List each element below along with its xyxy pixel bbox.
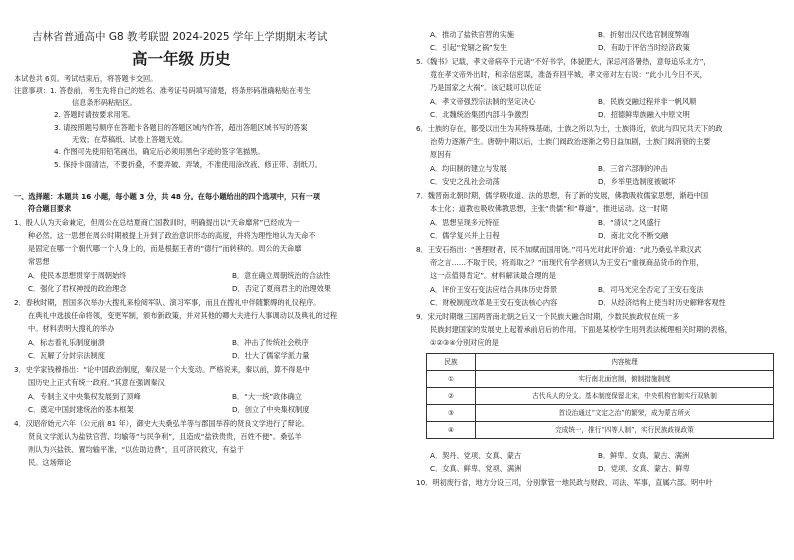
question-2-text: 在典礼中选拔任命将领，变更军制，颁布新政策，并对其他的卿大夫进行人事调动以及典礼的过程 [28, 311, 338, 320]
q1-option-d: D．否定了夏商君主的治理效果 [232, 284, 331, 293]
q2-option-c: C．瓦解了分封宗法制度 [28, 351, 105, 360]
section-heading-cont: 符合题目要求 [28, 204, 72, 213]
table-row [427, 405, 774, 422]
q9-option-c: C．女真、鲜卑、党项、满洲 [430, 464, 522, 473]
note-line: 无效；在草稿纸、试卷上答题无效。 [72, 135, 188, 144]
q7-option-d: D．南北文化不断交融 [598, 231, 669, 240]
q4-option-a: A．推动了盐铁官营的实施 [430, 30, 514, 39]
table-row [427, 388, 774, 405]
table-cell: ② [427, 388, 476, 405]
exam-title: 吉林省普通高中 G8 教考联盟 2024-2025 学年上学期期末考试 [32, 31, 328, 43]
table-row [427, 371, 774, 388]
q2-option-a: A．标志着礼乐制度崩溃 [28, 338, 105, 347]
q4-option-b: B．折射出汉代选官制度弊端 [598, 30, 690, 39]
question-9-text: 9．宋元时期继三国两晋南北朝之后又一个民族大融合时期，少数民族政权在统一多 [416, 312, 680, 321]
question-6-text: 6．士族的存在，都受以出生为其特殊基础，士族之所以为士，士族得近，依此与四兄共天下的政 [416, 124, 723, 133]
note-line: 5. 保持卡面清洁，不要折叠，不要弄破、弄皱，不准使用涂改液、修正带、刮纸刀。 [54, 160, 322, 169]
subject-title: 高一年级 历史 [132, 49, 231, 68]
q1-option-b: B．意在确立周朝统治的合法性 [232, 271, 331, 280]
question-4-text: 则认为兴盐铁、置均输平准，“以佐助边费”，且可济民救灾，有益于 [28, 445, 244, 454]
q5-option-d: D．招德鲜卑族融入中原文明 [598, 110, 690, 119]
q6-option-b: B．三省六部制的冲击 [598, 164, 668, 173]
table-cell: ③ [427, 405, 476, 422]
note-line: 3. 请按照题号顺序在答题卡各题目的答题区域内作答，超出答题区域书写的答案 [54, 123, 308, 132]
question-6-text: 治势力逐渐产生。唐朝中期以后，士族门阀政治逐渐之势日益加剧，士族门阀消衰的主要 [430, 137, 711, 146]
q3-option-d: D．创立了中央集权制度 [232, 405, 310, 414]
table-cell: 首设治通过“文定之治”的繁荣，成为蒙古所灭 [476, 405, 774, 422]
notes-title: 注意事项：1. 答卷前，考生先将自己的姓名、准考证号码填写清楚，将条形码准确粘贴在考生 [14, 86, 311, 95]
q8-option-a: A．评价王安石变法应结合具体历史背景 [430, 285, 558, 294]
question-7-text: 7．魏晋南北朝时期，儒学吸收道、法的思想，有了新的发展，佛教吸收儒家思想，渐趋中国 [416, 191, 709, 200]
q5-option-a: A．孝文帝强烈宗法制的坚定决心 [430, 97, 536, 106]
question-1-text: 1、殷人认为天命兼定，但周公在总结夏商亡国教训时，明确提出以“天命靡常”已经成为一 [14, 218, 300, 227]
q8-option-d: D．从经济结构上使当时历史解释客观性 [598, 298, 726, 307]
q5-option-b: B．民族交融过程并非一帆风顺 [598, 97, 697, 106]
question-1-text: 是固定在哪一个朝代哪一个人身上的，而是根据王者的“德行”而转移的。周公的天命靡 [28, 244, 302, 253]
q1-option-c: C．强化了君权神授的政治理念 [28, 284, 127, 293]
table-cell: ① [427, 371, 476, 388]
q9-option-a: A．契丹、党项、女真、蒙古 [430, 451, 522, 460]
q3-option-a: A．专制主义中央集权发展到了顶峰 [28, 392, 141, 401]
question-3-text: 3．史学家钱穆指出：“论中国政治制度，秦汉是一个大变动。严格说来，秦以前，算不得是中 [14, 365, 310, 374]
question-3-text: 国历史上正式有统一政府。”其意在强调秦汉 [28, 378, 165, 387]
question-9-text: ①②③④分别对应的是 [430, 338, 499, 347]
table-header-cell: 内容梳理 [476, 354, 774, 371]
intro-pages: 本试卷共 6页。考试结束后，将答题卡交回。 [14, 74, 158, 83]
table-header-row [427, 354, 774, 371]
q1-option-a: A．使民本思想贯穿于周朝始终 [28, 271, 127, 280]
q2-option-d: D．壮大了儒家学派力量 [232, 351, 310, 360]
table-row [427, 422, 774, 439]
question-5-text: 竟在孝文帝外出时，和亲信密谋，准备弃回平城，孝文帝对左右说：“此小儿今日不灭， [430, 70, 707, 79]
question-2-text: 中。材料表明大搜礼的举办 [28, 324, 115, 333]
question-1-text: 种必然。这一思想在周公时期被提上升到了政治意识形态的高度，并将为理性地认为天命不 [28, 231, 316, 240]
q3-option-b: B．“大一统”政体确立 [232, 392, 302, 401]
question-5-text: 乃是国家之大祸”。该记载可以佐证 [430, 83, 542, 92]
q6-option-d: D．乡举里选制度被破坏 [598, 177, 676, 186]
question-9-text: 民族封建国家的发展史上起着承前启后的作用。下面是某校学生用列表法梳理相关时期的表格， [430, 325, 732, 334]
note-line: 信息条形码粘贴区。 [72, 98, 137, 107]
question-1-text: 常思想 [28, 257, 50, 266]
q2-option-b: B．冲击了传统社会秩序 [232, 338, 309, 347]
question-2-text: 2．春秋时期，晋国多次举办大搜礼来检阅军队、演习军事，而且在搜礼中伴随繁缛的礼仪程序。 [14, 298, 321, 307]
question-8-text: 8．王安石指出：“善理财者，民不加赋而国用饶。”司马光对此评价道：“此乃桑弘羊欺汉武 [416, 245, 702, 254]
question-4-text: 贤良文学派认为盐铁官营、均输等“与民争利”，且造成“盐铁贵贵，百姓不便”。桑弘羊 [28, 432, 302, 441]
table-header-cell: 民族 [427, 354, 476, 371]
q5-option-c: C．北魏统治集团内部斗争激烈 [430, 110, 529, 119]
q4-option-c: C．引起“党锢之祸”发生 [430, 43, 508, 52]
question-5-text: 5.《魏书》记载，孝文帝病卒于元诸“不好书学，体貌肥大，深忌河洛暑热，意每追乐北方”， [416, 57, 711, 66]
question-7-text: 本土化；道教也吸收佛教思想，主张“贵儒”和“尊道”，推进运动。这一时期 [430, 204, 668, 213]
ethnic-table [426, 353, 774, 439]
q8-option-b: B．司马光完全否定了王安石变法 [598, 285, 704, 294]
q9-option-d: D．党项、女真、蒙古、鲜卑 [598, 464, 690, 473]
question-8-text: 帝之言……不取于民，将焉取之？”而现代有学者则认为王安石“重视商品货币的作用， [430, 258, 704, 267]
question-4-text: 4．汉昭帝始元六年（公元前 81 年），御史大夫桑弘羊等与郡国举荐的贤良文学进行了辩论。 [14, 419, 310, 428]
q4-option-d: D．有助于评估当时经济政策 [598, 43, 690, 52]
note-line: 4. 作图可先使用铅笔画出，确定后必须用黑色字迹的签字笔描黑。 [54, 147, 265, 156]
question-8-text: 这一点值得肯定”。材料解读最合理的是 [430, 271, 556, 280]
section-heading: 一、选择题：本题共 16 小题，每小题 3 分，共 48 分。在每小题给出的四个选项中，只有一项 [14, 192, 320, 201]
question-6-text: 原因有 [430, 150, 452, 159]
q6-option-a: A．均田制的建立与发展 [430, 164, 507, 173]
question-4-text: 民。这场辩论 [28, 458, 72, 467]
q8-option-c: C．财税制度改革是王安石变法核心内容 [430, 298, 558, 307]
note-line: 2. 答题时请按要求用笔。 [54, 110, 136, 119]
table-cell: 实行南北面官制，俯制措施制度 [476, 371, 774, 388]
q3-option-c: C．奠定中国封建统治的基本框架 [28, 405, 134, 414]
table-cell: ④ [427, 422, 476, 439]
q7-option-c: C．儒学复兴并上日程 [430, 231, 500, 240]
q7-option-a: A．思想呈现多元特征 [430, 218, 500, 227]
table-cell: 完成统一，推行“四等人制”，实行民族歧视政策 [476, 422, 774, 439]
table-cell: 古代兵人的分支。基本制度保留北宋，中央机构官制实行双轨制 [476, 388, 774, 405]
q9-option-b: B．鲜卑、女真、蒙古、满洲 [598, 451, 690, 460]
q7-option-b: B．“清议”之风盛行 [598, 218, 661, 227]
q6-option-c: C．安史之乱社会动荡 [430, 177, 500, 186]
question-10-text: 10．明初废行省，地方分设三司，分别掌管一地民政与财政、司法、军事，直属六部。明中叶 [416, 478, 713, 487]
